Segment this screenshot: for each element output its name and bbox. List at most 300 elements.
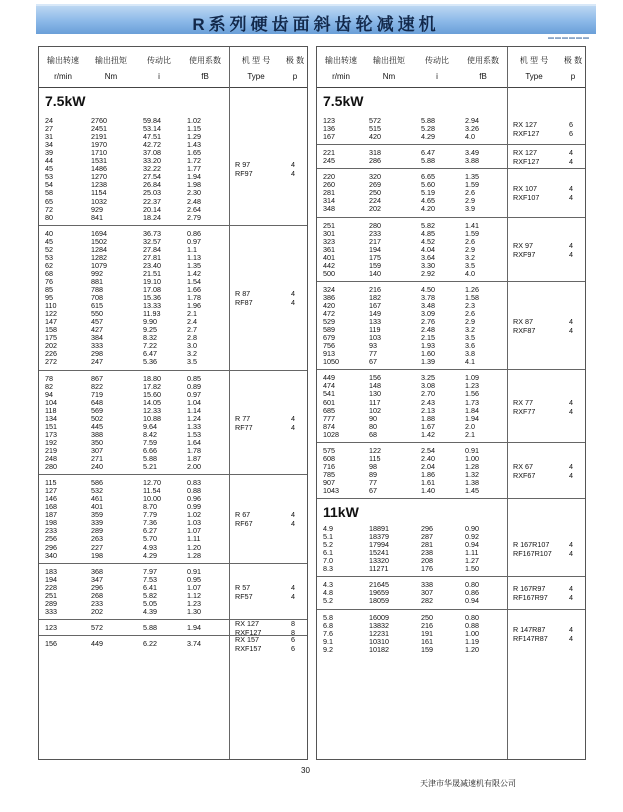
table-cell: 2.04 (421, 461, 435, 471)
header-label: 输出扭矩 (95, 56, 127, 65)
table-cell: 301 (323, 228, 335, 238)
table-cell: 2.94 (465, 116, 479, 125)
table-row (317, 262, 585, 270)
table-cell: 136 (323, 124, 335, 134)
table-cell: 240 (91, 462, 103, 472)
model-type: RXF127 (513, 129, 540, 139)
table-cell: 67 (369, 486, 377, 495)
table-row (39, 230, 307, 238)
table-cell: 515 (369, 124, 381, 134)
table-cell: 191 (421, 628, 433, 638)
table-row (317, 557, 585, 565)
header-label: 输出转速 (325, 56, 357, 65)
table-cell: 194 (45, 574, 57, 584)
table-cell: 123 (323, 116, 335, 125)
table-cell: 3.2 (465, 252, 475, 262)
header-label: 机 型 号 (241, 56, 271, 65)
table-row (317, 525, 585, 533)
table-row (317, 407, 585, 415)
table-cell: 183 (45, 566, 57, 576)
table-cell: 3.5 (465, 333, 475, 343)
model-type: RXF67 (513, 470, 536, 480)
table-cell: 168 (45, 502, 57, 512)
table-cell: 2.1 (465, 429, 475, 439)
table-cell: 20.14 (143, 204, 161, 214)
table-cell: 9.64 (143, 421, 157, 431)
table-cell: 6.41 (143, 582, 157, 592)
table-row (39, 149, 307, 157)
table-cell: 1.65 (187, 148, 201, 158)
table-cell: 286 (369, 156, 381, 166)
group-divider (39, 619, 307, 620)
table-cell: 5.2 (323, 540, 333, 550)
model-type: RF147R87 (513, 633, 548, 643)
header-cell (507, 55, 561, 82)
table-cell: 368 (91, 566, 103, 576)
table-cell: 589 (323, 325, 335, 335)
table-row (39, 527, 307, 535)
pole-count: 4 (569, 633, 573, 643)
table-cell: 1282 (91, 252, 107, 262)
table-cell: 173 (45, 429, 57, 439)
table-cell: 586 (91, 478, 103, 488)
table-cell: 361 (323, 244, 335, 254)
table-cell: 272 (45, 357, 57, 367)
table-cell: 18.24 (143, 212, 161, 222)
table-cell: 8.70 (143, 502, 157, 512)
group-divider (317, 576, 585, 577)
table-cell: 10182 (369, 644, 389, 654)
pole-count: 8 (291, 618, 295, 628)
table-cell: 1284 (91, 244, 107, 254)
model-type: RF167R107 (513, 549, 552, 559)
table-row (317, 646, 585, 654)
table-cell: 5.88 (421, 116, 435, 125)
table-cell: 68 (369, 429, 377, 439)
table-cell: 68 (45, 268, 53, 278)
table-cell: 2.7 (187, 325, 197, 335)
table-cell: 1.60 (421, 349, 435, 359)
table-cell: 1.78 (187, 445, 201, 455)
header-unit: fB (479, 72, 487, 81)
table-row (39, 576, 307, 584)
table-cell: 1050 (323, 357, 339, 367)
table-row (39, 455, 307, 463)
header-unit: p (292, 72, 298, 81)
table-cell: 72 (45, 204, 53, 214)
model-type: RXF107 (513, 193, 540, 203)
table-cell: 221 (323, 148, 335, 158)
table-cell: 175 (369, 252, 381, 262)
table-cell: 449 (323, 373, 335, 383)
table-cell: 2.76 (421, 317, 435, 327)
table-cell: 1.67 (421, 421, 435, 431)
table-row (317, 479, 585, 487)
table-cell: 1.28 (465, 461, 479, 471)
table-row (317, 447, 585, 455)
table-cell: 1.32 (465, 469, 479, 479)
table-cell: 0.80 (465, 580, 479, 590)
group-divider (317, 144, 585, 145)
table-cell: 54 (45, 180, 53, 190)
table-cell: 2.48 (187, 196, 201, 206)
table-row (39, 608, 307, 616)
table-cell: 282 (421, 596, 433, 606)
table-cell: 3.49 (465, 148, 479, 158)
table-cell: 119 (369, 325, 381, 335)
table-row (317, 614, 585, 622)
table-row (39, 310, 307, 318)
table-cell: 3.25 (421, 373, 435, 383)
table-row (317, 270, 585, 278)
table-cell: 45 (45, 164, 53, 174)
table-cell: 1.03 (187, 518, 201, 528)
table-row (317, 197, 585, 205)
company-name: 天津市华晟减速机有限公司 (420, 779, 516, 788)
table-cell: 0.83 (187, 478, 201, 488)
pole-count: 4 (291, 160, 295, 170)
table-row (317, 455, 585, 463)
table-cell: 708 (91, 293, 103, 303)
table-cell: 4.1 (465, 357, 475, 367)
table-cell: 5.05 (143, 598, 157, 608)
table-cell: 1.26 (465, 284, 479, 294)
pole-count: 4 (291, 510, 295, 520)
header-unit: r/min (54, 72, 72, 81)
table-cell: 7.79 (143, 510, 157, 520)
table-cell: 13832 (369, 620, 389, 630)
table-cell: 260 (323, 180, 335, 190)
table-cell: 4.20 (421, 204, 435, 214)
table-row (39, 624, 307, 632)
table-row (317, 238, 585, 246)
table-cell: 80 (369, 421, 377, 431)
table-row (39, 479, 307, 487)
table-cell: 1.72 (187, 156, 201, 166)
table-row (39, 181, 307, 189)
table-row (317, 173, 585, 181)
table-cell: 47.51 (143, 132, 161, 142)
table-cell: 1.54 (187, 276, 201, 286)
table-row (39, 487, 307, 495)
header-unit: i (158, 72, 160, 81)
table-cell: 9.25 (143, 325, 157, 335)
table-cell: 1.12 (187, 590, 201, 600)
table-cell: 149 (369, 309, 381, 318)
table-cell: 1.96 (187, 301, 201, 311)
table-row (39, 511, 307, 519)
table-cell: 822 (91, 381, 103, 391)
table-cell: 1.28 (187, 550, 201, 560)
table-cell: 1.94 (187, 622, 201, 632)
table-cell: 0.97 (187, 236, 201, 246)
table-cell: 4.85 (421, 228, 435, 238)
table-cell: 77 (369, 477, 377, 487)
table-cell: 36.73 (143, 228, 161, 238)
table-row (39, 463, 307, 471)
table-row (39, 544, 307, 552)
table-cell: 359 (91, 510, 103, 520)
table-cell: 3.08 (421, 381, 435, 391)
table-row (39, 350, 307, 358)
table-cell: 298 (91, 349, 103, 359)
pole-count: 4 (569, 470, 573, 480)
header-cell (415, 55, 459, 82)
table-row (317, 133, 585, 141)
table-cell: 1.64 (187, 437, 201, 447)
table-cell: 156 (369, 373, 381, 383)
table-cell: 90 (369, 413, 377, 423)
table-header (317, 47, 585, 88)
table-cell: 0.95 (187, 574, 201, 584)
table-cell: 5.82 (421, 220, 435, 230)
table-cell: 89 (369, 469, 377, 479)
table-cell: 2.30 (187, 188, 201, 198)
header-unit: i (436, 72, 438, 81)
table-cell: 348 (323, 204, 335, 214)
table-cell: 133 (369, 317, 381, 327)
table-cell: 1.35 (465, 172, 479, 182)
model-type: R 67 (235, 510, 251, 520)
table-cell: 7.22 (143, 341, 157, 351)
pole-count: 6 (569, 129, 573, 139)
table-cell: 1.07 (187, 526, 201, 536)
table-cell: 867 (91, 373, 103, 383)
table-cell: 1.42 (187, 268, 201, 278)
title-decoration: ▬▬▬▬▬▬ (548, 35, 590, 41)
table-cell: 17.08 (143, 285, 161, 294)
table-cell: 1.07 (187, 582, 201, 592)
pole-count: 4 (569, 184, 573, 194)
table-cell: 2.13 (421, 405, 435, 415)
table-cell: 19659 (369, 588, 389, 598)
table-cell: 7.6 (323, 628, 333, 638)
table-cell: 198 (91, 550, 103, 560)
table-cell: 338 (421, 580, 433, 590)
table-cell: 228 (45, 582, 57, 592)
table-row (317, 230, 585, 238)
table-cell: 268 (91, 590, 103, 600)
group-divider (317, 281, 585, 282)
table-cell: 2.9 (465, 317, 475, 327)
table-cell: 12.70 (143, 478, 161, 488)
table-cell: 5.36 (143, 357, 157, 367)
table-cell: 98 (369, 461, 377, 471)
table-cell: 6.66 (143, 445, 157, 455)
table-cell: 3.09 (421, 309, 435, 318)
table-cell: 161 (421, 636, 433, 646)
table-cell: 93 (369, 341, 377, 351)
pole-count: 4 (291, 289, 295, 299)
table-row (39, 342, 307, 350)
model-type: R 167R107 (513, 540, 550, 550)
table-cell: 1970 (91, 140, 107, 150)
table-cell: 572 (91, 622, 103, 632)
pole-count: 4 (569, 148, 573, 158)
table-cell: 8.3 (323, 564, 333, 574)
pole-count: 4 (569, 193, 573, 203)
table-cell: 281 (323, 188, 335, 198)
table-cell: 147 (45, 317, 57, 327)
table-row (39, 568, 307, 576)
table-cell: 1.78 (187, 293, 201, 303)
table-cell: 6.1 (323, 548, 333, 558)
header-cell (561, 55, 585, 82)
table-cell: 233 (91, 598, 103, 608)
table-cell: 3.5 (465, 260, 475, 270)
table-cell: 15.36 (143, 293, 161, 303)
model-type: RX 107 (513, 184, 537, 194)
table-cell: 3.30 (421, 260, 435, 270)
table-cell: 251 (323, 220, 335, 230)
table-cell: 449 (91, 638, 103, 648)
pole-count: 4 (569, 397, 573, 407)
table-cell: 1.09 (465, 373, 479, 383)
table-cell: 615 (91, 301, 103, 311)
pole-count: 4 (569, 326, 573, 336)
table-cell: 7.97 (143, 566, 157, 576)
table-cell: 3.26 (465, 124, 479, 134)
table-cell: 1028 (323, 429, 339, 439)
table-cell: 1.20 (187, 542, 201, 552)
table-cell: 7.36 (143, 518, 157, 528)
table-cell: 350 (91, 437, 103, 447)
table-cell: 16009 (369, 612, 389, 622)
table-cell: 2.0 (465, 421, 475, 431)
table-row (317, 246, 585, 254)
table-cell: 1.58 (465, 292, 479, 302)
table-cell: 269 (369, 180, 381, 190)
table-row (39, 375, 307, 383)
table-row (39, 431, 307, 439)
table-cell: 1032 (91, 196, 107, 206)
header-unit: r/min (332, 72, 350, 81)
table-row (39, 206, 307, 214)
table-cell: 756 (323, 341, 335, 351)
header-label: 使用系数 (189, 56, 221, 65)
table-cell: 314 (323, 196, 335, 206)
table-cell: 1270 (91, 172, 107, 182)
power-heading: 7.5kW (45, 93, 86, 109)
table-cell: 2.43 (421, 397, 435, 407)
table-row (39, 141, 307, 149)
table-cell: 347 (91, 574, 103, 584)
table-cell: 442 (323, 260, 335, 270)
power-heading: 11kW (323, 504, 359, 521)
table-cell: 220 (323, 172, 335, 182)
table-cell: 3.9 (465, 204, 475, 214)
table-cell: 4.0 (465, 268, 475, 278)
table-cell: 76 (45, 276, 53, 286)
table-cell: 569 (91, 405, 103, 415)
table-cell: 216 (369, 284, 381, 294)
model-type: R 77 (235, 413, 251, 423)
table-cell: 1.11 (465, 548, 479, 558)
model-type: RX 127 (513, 148, 537, 158)
table-cell: 323 (323, 236, 335, 246)
model-type: RF87 (235, 298, 253, 308)
table-cell: 8.42 (143, 429, 157, 439)
table-cell: 148 (369, 381, 381, 391)
model-type: RF97 (235, 169, 253, 179)
model-type: RXF157 (235, 643, 262, 653)
table-cell: 21.51 (143, 268, 161, 278)
group-divider (317, 442, 585, 443)
table-cell: 202 (45, 341, 57, 351)
model-type: RF57 (235, 591, 253, 601)
table-row (39, 262, 307, 270)
table-cell: 187 (45, 510, 57, 520)
table-cell: 0.89 (187, 381, 201, 391)
header-label: 输出扭矩 (373, 56, 405, 65)
header-cell (229, 55, 283, 82)
table-cell: 12.33 (143, 405, 161, 415)
table-cell: 156 (45, 638, 57, 648)
table-cell: 777 (323, 413, 335, 423)
table-cell: 318 (369, 148, 381, 158)
table-cell: 1694 (91, 228, 107, 238)
table-cell: 1.20 (465, 644, 479, 654)
table-cell: 122 (369, 445, 381, 455)
table-cell: 1.27 (465, 556, 479, 566)
table-cell: 5.28 (421, 124, 435, 134)
model-type: R 57 (235, 582, 251, 592)
pole-count: 4 (291, 169, 295, 179)
table-cell: 4.29 (143, 550, 157, 560)
table-row (39, 326, 307, 334)
table-cell: 0.85 (187, 373, 201, 383)
table-cell: 14.05 (143, 397, 161, 407)
table-cell: 227 (91, 542, 103, 552)
model-type: RXF127 (235, 627, 262, 637)
table-cell: 474 (323, 381, 335, 391)
table-cell: 9.90 (143, 317, 157, 327)
table-cell: 4.50 (421, 284, 435, 294)
table-cell: 7.53 (143, 574, 157, 584)
model-type: RF67 (235, 519, 253, 529)
table-cell: 601 (323, 397, 335, 407)
model-type: R 97 (235, 160, 251, 170)
table-cell: 21645 (369, 580, 389, 590)
header-label: 传动比 (147, 56, 171, 65)
table-cell: 992 (91, 268, 103, 278)
table-cell: 18.80 (143, 373, 161, 383)
table-cell: 333 (91, 341, 103, 351)
table-cell: 176 (421, 564, 433, 574)
table-cell: 53.14 (143, 124, 161, 134)
table-cell: 445 (91, 421, 103, 431)
table-cell: 929 (91, 204, 103, 214)
table-cell: 2.6 (465, 236, 475, 246)
table-cell: 65 (45, 196, 53, 206)
table-cell: 420 (369, 132, 381, 142)
table-cell: 1.93 (421, 341, 435, 351)
model-type: RX 127 (513, 120, 537, 130)
table-cell: 10.00 (143, 494, 161, 504)
group-divider (317, 168, 585, 169)
header-cell (181, 55, 229, 82)
table-cell: 102 (369, 405, 381, 415)
table-cell: 2191 (91, 132, 107, 142)
pole-count: 4 (291, 413, 295, 423)
table-cell: 1.33 (187, 421, 201, 431)
table-cell: 256 (45, 534, 57, 544)
table-cell: 541 (323, 389, 335, 399)
table-cell: 2.8 (187, 333, 197, 343)
table-cell: 0.96 (187, 494, 201, 504)
table-cell: 0.94 (465, 596, 479, 606)
table-cell: 3.6 (465, 341, 475, 351)
